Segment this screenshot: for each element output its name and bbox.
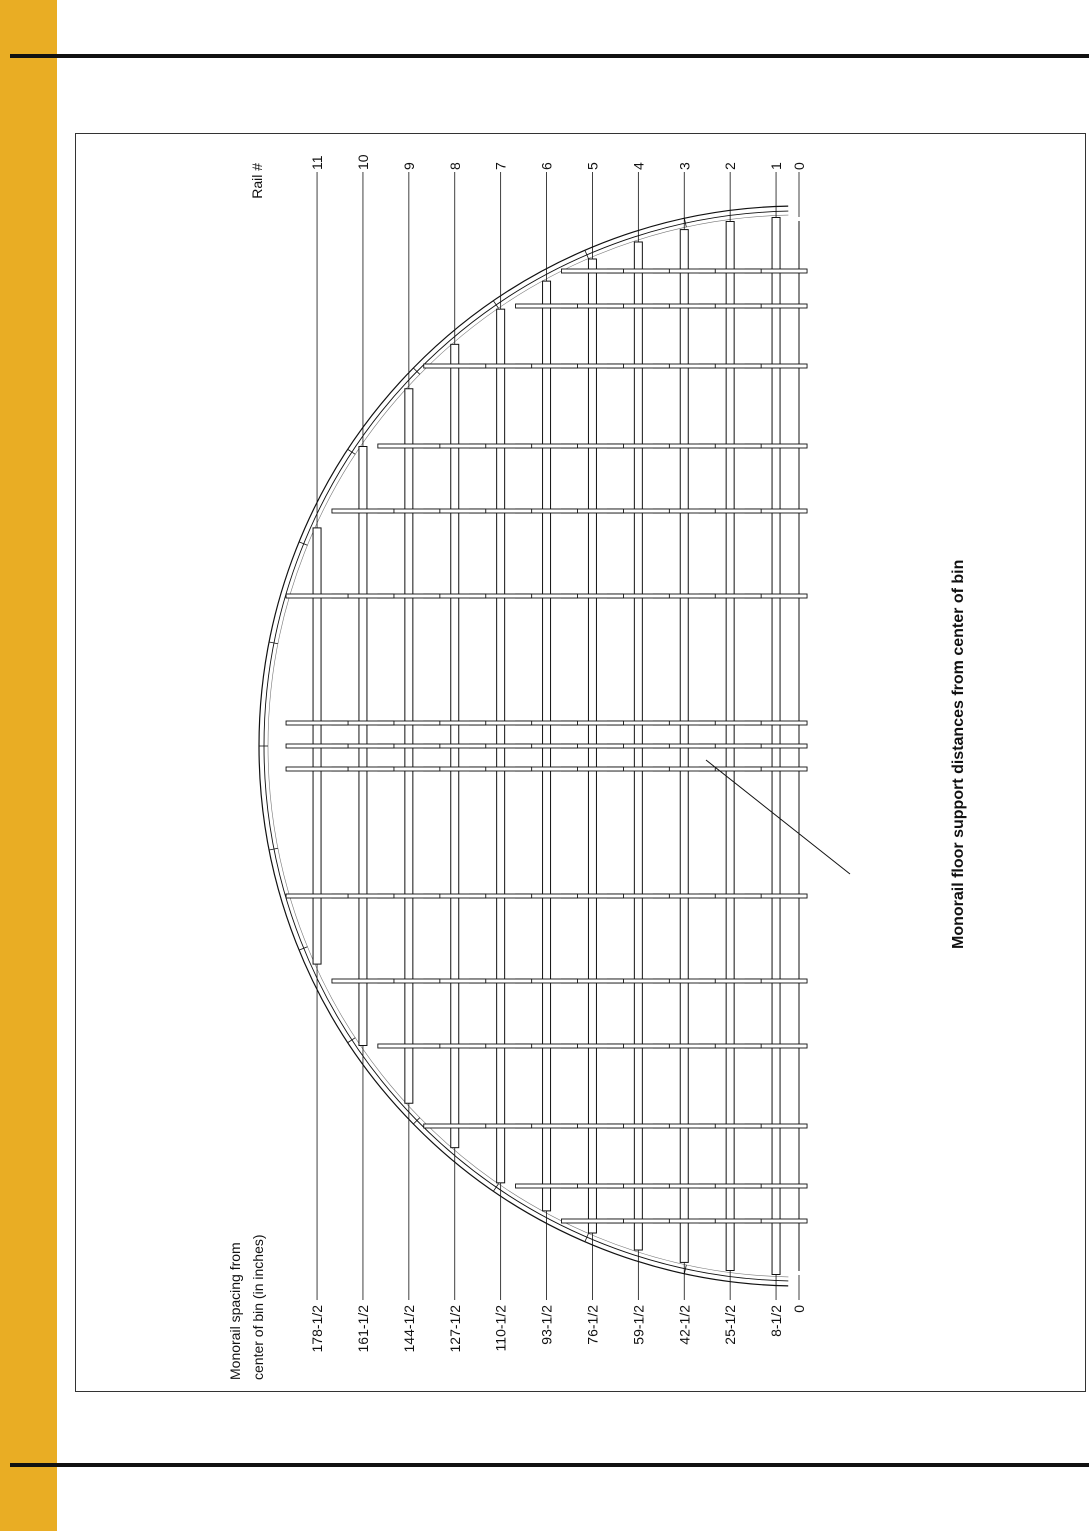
wall-panel-seam xyxy=(493,1184,498,1191)
rail-number-label: 3 xyxy=(676,162,693,170)
rail-number-label: 0 xyxy=(791,162,807,170)
rail-spacing-label: 59-1/2 xyxy=(630,1305,647,1345)
rail-spacing-label: 8-1/2 xyxy=(768,1305,785,1337)
support-bar xyxy=(286,767,348,771)
support-bar xyxy=(286,894,348,898)
spacing-header-line1: Monorail spacing from xyxy=(227,1242,243,1380)
rail-spacing-label: 0 xyxy=(791,1305,807,1313)
rail-number-label: 11 xyxy=(309,155,326,170)
rail-number-label: 10 xyxy=(354,154,371,170)
support-bar xyxy=(561,1219,623,1223)
rail-spacing-label: 42-1/2 xyxy=(676,1305,693,1345)
support-bar xyxy=(332,979,394,983)
rail-spacing-label: 178-1/2 xyxy=(309,1305,326,1353)
rail-spacing-label: 127-1/2 xyxy=(446,1305,463,1353)
support-bar xyxy=(286,721,348,725)
callout-label: Monorail floor support distances from center of bin xyxy=(950,559,967,949)
rail-number-label: 7 xyxy=(492,162,509,170)
wall-panel-seam xyxy=(348,449,356,454)
support-bar xyxy=(424,364,486,368)
support-bar xyxy=(332,509,394,513)
rail-spacing-label: 25-1/2 xyxy=(722,1305,739,1345)
spacing-header-line2: center of bin (in inches) xyxy=(250,1234,266,1380)
rail-number-label: 1 xyxy=(768,162,785,170)
support-bar xyxy=(516,304,578,308)
rail-spacing-label: 161-1/2 xyxy=(354,1305,371,1353)
support-bar xyxy=(424,1124,486,1128)
support-bar xyxy=(516,1184,578,1188)
rail-number-label: 4 xyxy=(630,162,647,170)
rail-number-label: 9 xyxy=(400,162,417,170)
rail-spacing-label: 76-1/2 xyxy=(584,1305,601,1345)
rail-number-label: 6 xyxy=(538,162,555,170)
rail-number-label: 2 xyxy=(722,162,739,170)
support-bar xyxy=(561,269,623,273)
rail-spacing-label: 93-1/2 xyxy=(538,1305,555,1345)
wall-panel-seam xyxy=(348,1038,356,1043)
rail-number-label: 5 xyxy=(584,162,601,170)
support-bar xyxy=(378,1044,440,1048)
wall-panel-seam xyxy=(493,301,498,308)
rail-spacing-label: 144-1/2 xyxy=(400,1305,417,1353)
rail-spacing-label: 110-1/2 xyxy=(492,1305,509,1352)
rail-number-label: 8 xyxy=(446,162,463,170)
support-bar xyxy=(286,594,348,598)
support-bar xyxy=(286,744,348,748)
rail-header: Rail # xyxy=(249,163,265,199)
support-bar xyxy=(378,444,440,448)
